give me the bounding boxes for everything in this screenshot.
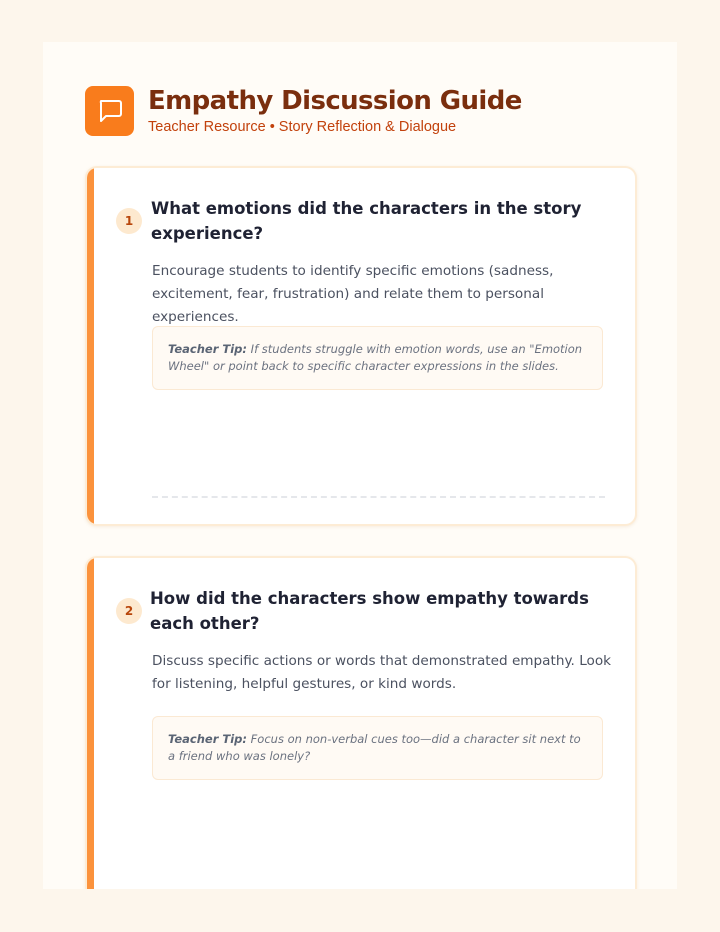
chat-bubble-icon [85,86,134,136]
question-card [85,556,637,889]
question-number-badge: 2 [116,598,142,624]
question-number-badge: 1 [116,208,142,234]
question-card [85,166,637,526]
teacher-tip-text: Focus on non-verbal cues too—did a character sit next to a friend who was lonely? [168,732,581,763]
teacher-tip-box [152,326,603,390]
question-description: Discuss specific actions or words that demonstrated empathy. Look for listening, helpful gestures, or kind words. [152,653,612,692]
teacher-tip-label: Teacher Tip: [168,732,248,746]
page-subtitle: Teacher Resource • Story Reflection & Dialogue [148,119,457,135]
document-page [43,42,677,889]
card-accent-bar [87,168,94,524]
teacher-tip-box [152,716,603,780]
question-heading: What emotions did the characters in the story experience? [151,199,582,243]
question-heading: How did the characters show empathy towards each other? [150,589,589,633]
teacher-tip-label: Teacher Tip: [168,342,248,356]
card-accent-bar [87,558,94,889]
question-description: Encourage students to identify specific emotions (sadness, excitement, fear, frustration) and relate them to personal experiences. [152,263,554,325]
teacher-tip-text: If students struggle with emotion words, use an "Emotion Wheel" or point back to specific character expressions in the slides. [168,342,583,373]
page-header [85,86,645,142]
page-title: Empathy Discussion Guide [148,86,522,116]
answer-line-divider [152,496,605,498]
